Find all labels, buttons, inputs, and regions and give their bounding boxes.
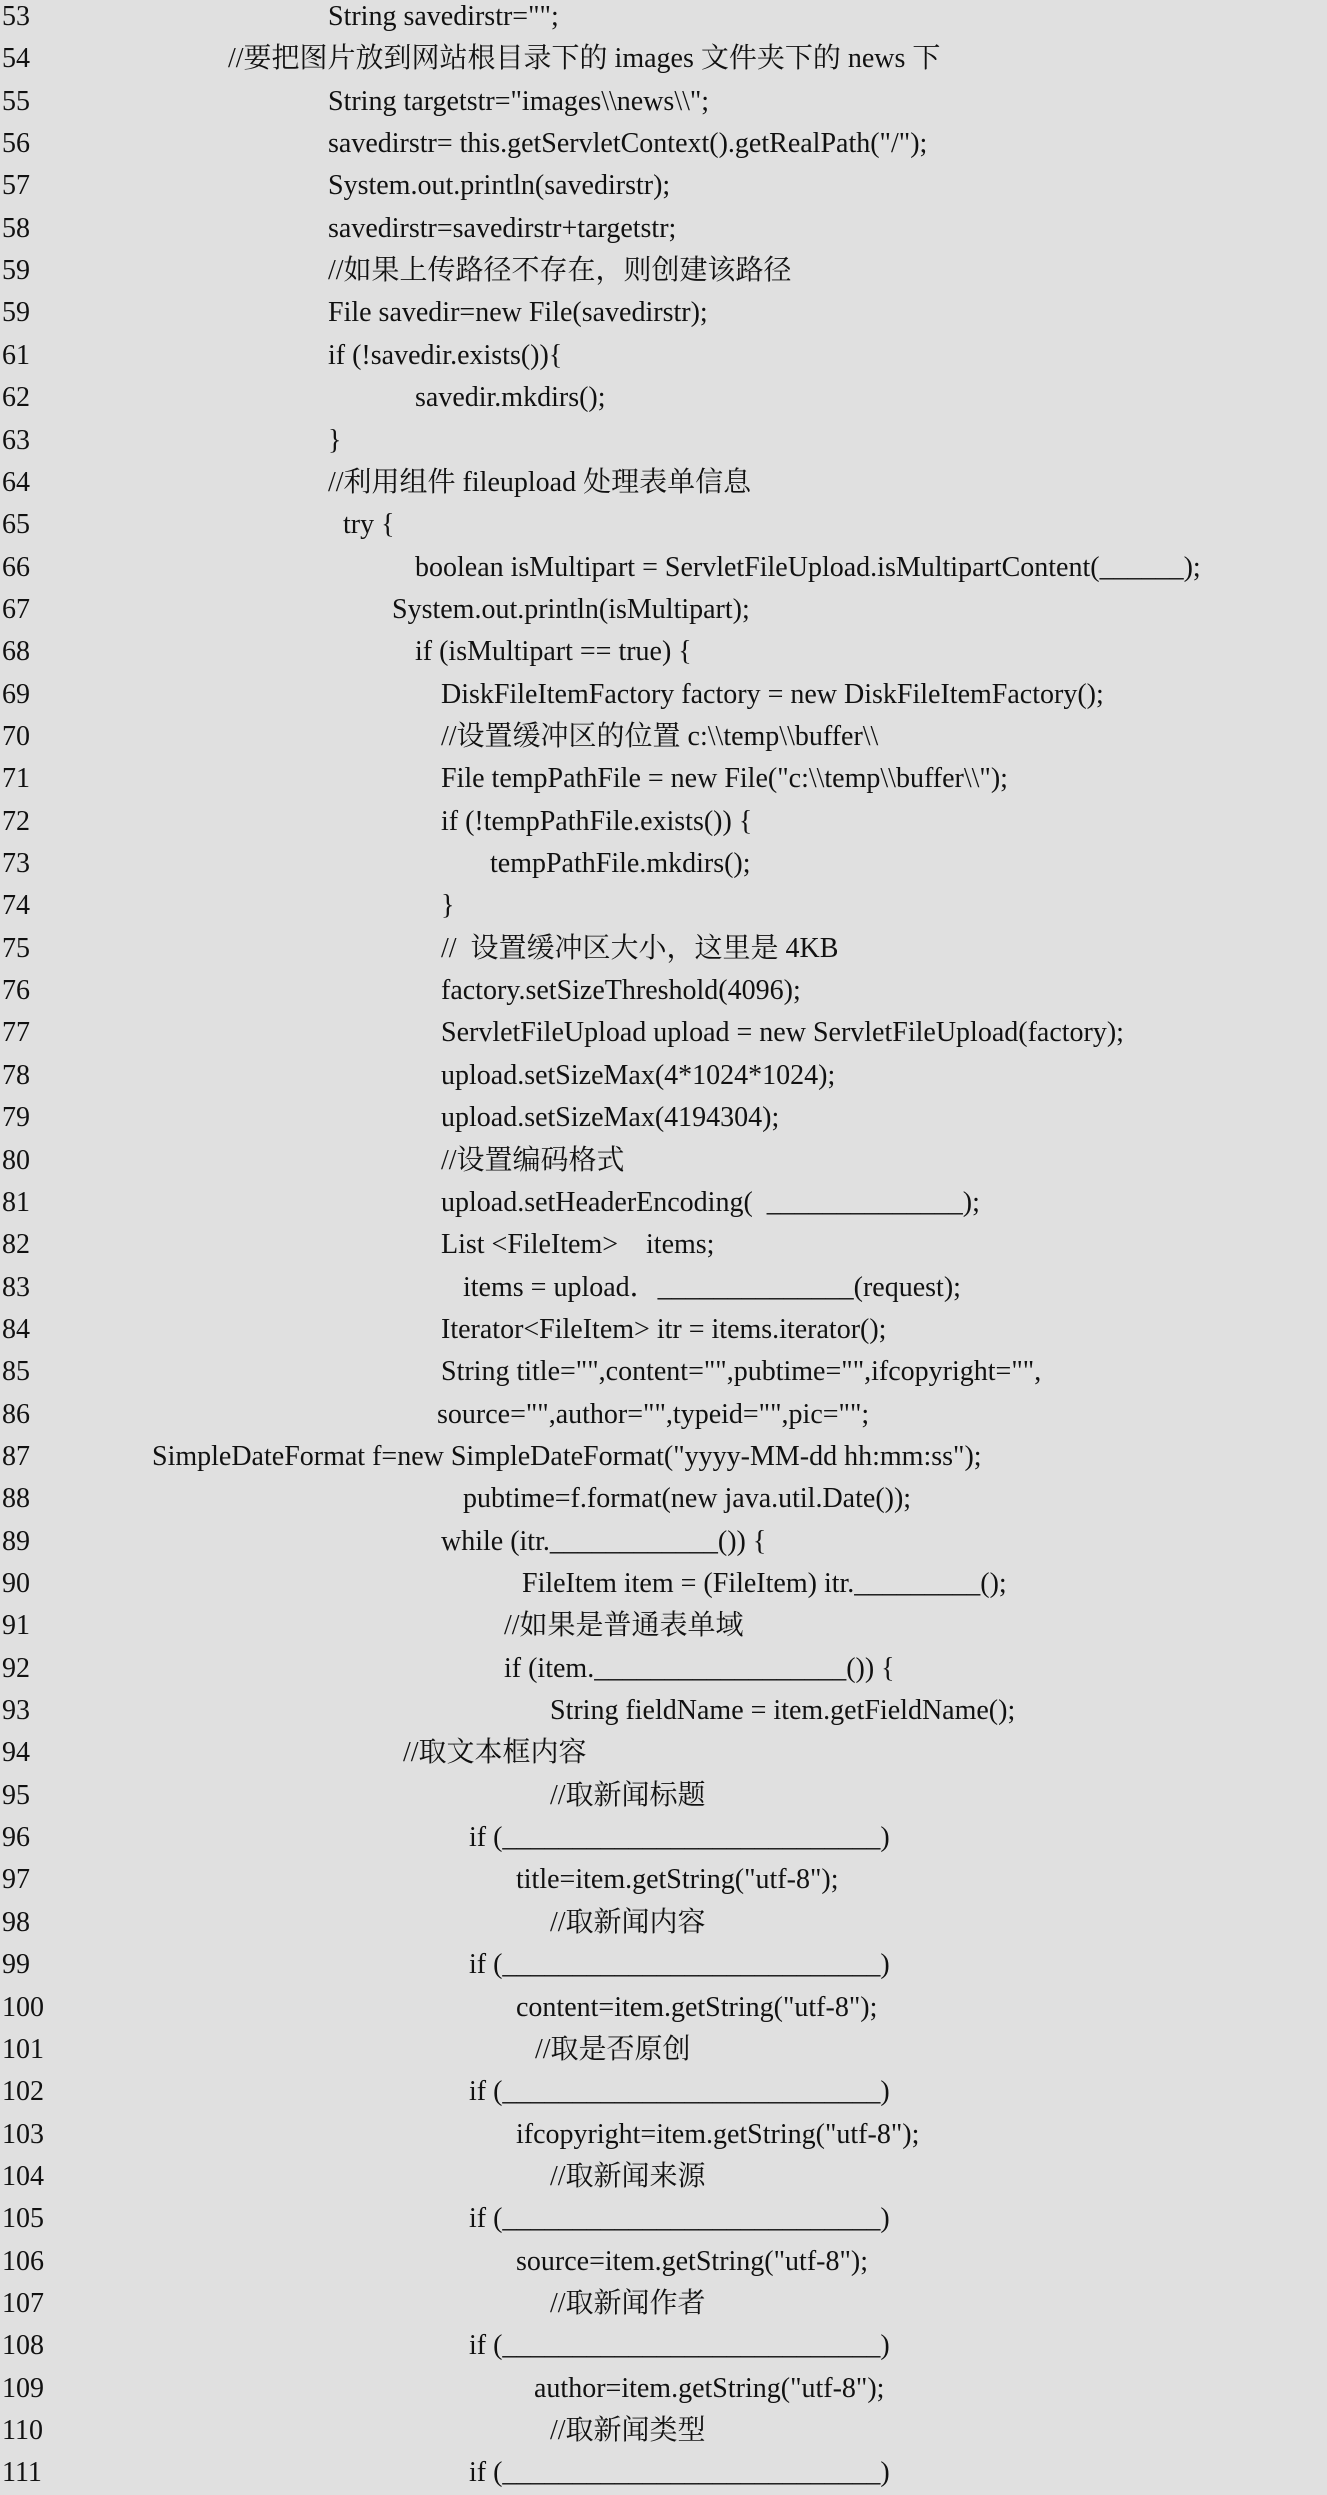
line-number: 109 (2, 2372, 44, 2404)
code-text: author=item.getString("utf-8"); (534, 2372, 885, 2404)
line-number: 86 (2, 1398, 30, 1430)
code-text: if (___________________________) (469, 2457, 890, 2489)
line-number: 110 (2, 2415, 43, 2446)
code-text: if (!savedir.exists()){ (328, 339, 563, 371)
code-line (0, 0, 1327, 38)
code-text: if (item.__________________()) { (504, 1652, 895, 1684)
code-line (0, 1902, 1327, 1944)
code-line (0, 1351, 1327, 1393)
line-number: 67 (2, 593, 30, 625)
code-line (0, 631, 1327, 673)
line-number: 85 (2, 1356, 30, 1388)
code-line (0, 208, 1327, 250)
code-line (0, 165, 1327, 207)
code-line (0, 2156, 1327, 2198)
line-number: 75 (2, 932, 30, 964)
line-number: 104 (2, 2160, 44, 2192)
line-number: 111 (2, 2457, 42, 2489)
line-number: 68 (2, 636, 30, 668)
code-text: if (___________________________) (469, 1822, 890, 1853)
code-text: upload.setSizeMax(4194304); (441, 1102, 780, 1134)
code-line (0, 377, 1327, 419)
code-text: if (___________________________) (469, 2076, 890, 2108)
line-number: 70 (2, 721, 30, 752)
code-line (0, 801, 1327, 843)
code-line (0, 674, 1327, 716)
line-number: 103 (2, 2118, 44, 2150)
line-number: 90 (2, 1568, 30, 1599)
code-line (0, 2410, 1327, 2452)
code-text: File tempPathFile = new File("c:\\temp\\buffer\\"); (441, 763, 1008, 795)
line-number: 99 (2, 1949, 30, 1981)
line-number: 97 (2, 1864, 30, 1896)
line-number: 64 (2, 466, 30, 498)
code-line (0, 38, 1327, 80)
code-line (0, 716, 1327, 758)
code-text: //设置编码格式 (441, 1144, 625, 1176)
code-text: //设置缓冲区的位置 c:\\temp\\buffer\\ (441, 721, 879, 752)
line-number: 62 (2, 382, 30, 414)
code-line (0, 1309, 1327, 1351)
code-text: } (328, 424, 342, 456)
line-number: 66 (2, 551, 30, 583)
line-number: 63 (2, 424, 30, 456)
code-line (0, 420, 1327, 462)
code-text: } (441, 890, 455, 922)
code-line (0, 1140, 1327, 1182)
code-text: items = upload．______________(request); (463, 1271, 961, 1303)
line-number: 89 (2, 1525, 30, 1557)
code-text: //如果上传路径不存在，则创建该路径 (328, 255, 792, 287)
line-number: 57 (2, 170, 30, 202)
code-line (0, 1605, 1327, 1647)
code-line (0, 250, 1327, 292)
code-line (0, 1775, 1327, 1817)
code-text: //取新闻标题 (550, 1779, 706, 1811)
line-number: 87 (2, 1440, 30, 1472)
code-text: while (itr.____________()) { (441, 1525, 767, 1557)
code-text: factory.setSizeThreshold(4096); (441, 975, 801, 1007)
code-text: if (isMultipart == true) { (415, 636, 692, 668)
line-number: 79 (2, 1102, 30, 1134)
code-line (0, 1097, 1327, 1139)
code-text: if (___________________________) (469, 2330, 890, 2362)
code-line (0, 1012, 1327, 1054)
line-number: 102 (2, 2076, 44, 2108)
code-line (0, 1478, 1327, 1520)
line-number: 53 (2, 1, 30, 32)
line-number: 94 (2, 1737, 30, 1769)
code-text: //取新闻类型 (550, 2415, 706, 2446)
line-number: 96 (2, 1822, 30, 1853)
code-line (0, 1224, 1327, 1266)
code-text: // 设置缓冲区大小，这里是 4KB (441, 932, 839, 964)
code-line (0, 1563, 1327, 1605)
code-line (0, 1182, 1327, 1224)
code-line (0, 2029, 1327, 2071)
line-number: 74 (2, 890, 30, 922)
code-text: String title="",content="",pubtime="",ifcopyright="", (441, 1356, 1042, 1388)
code-text: ifcopyright=item.getString("utf-8"); (516, 2118, 920, 2150)
line-number: 101 (2, 2033, 44, 2065)
line-number: 83 (2, 1271, 30, 1303)
code-line (0, 1436, 1327, 1478)
code-text: savedirstr= this.getServletContext().getRealPath("/"); (328, 128, 928, 160)
code-text: //如果是普通表单域 (504, 1610, 744, 1642)
code-line (0, 504, 1327, 546)
line-number: 77 (2, 1017, 30, 1049)
line-number: 93 (2, 1695, 30, 1726)
line-number: 69 (2, 678, 30, 710)
line-number: 78 (2, 1059, 30, 1091)
line-number: 59 (2, 255, 30, 287)
code-text: System.out.println(isMultipart); (392, 593, 750, 625)
code-text: upload.setSizeMax(4*1024*1024); (441, 1059, 836, 1091)
line-number: 76 (2, 975, 30, 1007)
code-line (0, 123, 1327, 165)
line-number: 72 (2, 805, 30, 837)
code-text: String savedirstr=""; (328, 1, 559, 32)
line-number: 82 (2, 1229, 30, 1261)
line-number: 54 (2, 43, 30, 75)
code-line (0, 81, 1327, 123)
line-number: 56 (2, 128, 30, 160)
code-text: source="",author="",typeid="",pic=""; (437, 1398, 870, 1430)
code-text: //要把图片放到网站根目录下的 images 文件夹下的 news 下 (228, 43, 941, 75)
code-line (0, 885, 1327, 927)
code-text: //利用组件 fileupload 处理表单信息 (328, 466, 752, 498)
code-line (0, 292, 1327, 334)
code-line (0, 928, 1327, 970)
code-line (0, 1859, 1327, 1901)
code-line (0, 2325, 1327, 2367)
code-line (0, 547, 1327, 589)
code-line (0, 758, 1327, 800)
code-line (0, 970, 1327, 1012)
code-line (0, 1690, 1327, 1732)
line-number: 84 (2, 1313, 30, 1345)
code-text: title=item.getString("utf-8"); (516, 1864, 839, 1896)
code-text: List <FileItem> items; (441, 1229, 715, 1261)
line-number: 58 (2, 212, 30, 244)
line-number: 61 (2, 339, 30, 371)
code-text: savedirstr=savedirstr+targetstr; (328, 212, 677, 244)
code-text: pubtime=f.format(new java.util.Date()); (463, 1483, 912, 1515)
code-line (0, 2452, 1327, 2494)
code-text: if (___________________________) (469, 2203, 890, 2235)
code-text: SimpleDateFormat f=new SimpleDateFormat("yyyy-MM-dd hh:mm:ss"); (152, 1440, 982, 1472)
line-number: 95 (2, 1779, 30, 1811)
code-text: if (!tempPathFile.exists()) { (441, 805, 753, 837)
line-number: 107 (2, 2287, 44, 2319)
code-text: Iterator<FileItem> itr = items.iterator(); (441, 1313, 887, 1345)
code-line (0, 589, 1327, 631)
code-text: //取新闻内容 (550, 1906, 706, 1938)
code-text: DiskFileItemFactory factory = new DiskFileItemFactory(); (441, 678, 1104, 710)
line-number: 88 (2, 1483, 30, 1515)
code-text: //取新闻作者 (550, 2287, 706, 2319)
code-text: content=item.getString("utf-8"); (516, 1991, 878, 2023)
code-line (0, 1648, 1327, 1690)
code-text: source=item.getString("utf-8"); (516, 2245, 869, 2277)
line-number: 98 (2, 1906, 30, 1938)
line-number: 65 (2, 509, 30, 541)
code-line (0, 843, 1327, 885)
line-number: 71 (2, 763, 30, 795)
code-line (0, 2071, 1327, 2113)
line-number: 73 (2, 848, 30, 879)
code-text: File savedir=new File(savedirstr); (328, 297, 708, 329)
code-line (0, 2198, 1327, 2240)
code-line (0, 1732, 1327, 1774)
code-text: tempPathFile.mkdirs(); (490, 848, 751, 879)
code-text: try { (343, 509, 395, 541)
code-text: System.out.println(savedirstr); (328, 170, 671, 202)
line-number: 106 (2, 2245, 44, 2277)
line-number: 108 (2, 2330, 44, 2362)
code-line (0, 1521, 1327, 1563)
code-line (0, 2283, 1327, 2325)
code-text: String targetstr="images\\news\\"; (328, 85, 710, 117)
code-line (0, 1394, 1327, 1436)
line-number: 105 (2, 2203, 44, 2235)
line-number: 59 (2, 297, 30, 329)
line-number: 81 (2, 1186, 30, 1218)
code-text: savedir.mkdirs(); (415, 382, 606, 414)
line-number: 80 (2, 1144, 30, 1176)
code-text: //取文本框内容 (403, 1737, 587, 1769)
code-line (0, 1817, 1327, 1859)
code-line (0, 1987, 1327, 2029)
line-number: 55 (2, 85, 30, 117)
line-number: 92 (2, 1652, 30, 1684)
code-line (0, 1944, 1327, 1986)
code-line (0, 1267, 1327, 1309)
code-text: //取新闻来源 (550, 2160, 706, 2192)
code-text: if (___________________________) (469, 1949, 890, 1981)
code-line (0, 462, 1327, 504)
code-line (0, 2114, 1327, 2156)
code-text: ServletFileUpload upload = new ServletFileUpload(factory); (441, 1017, 1124, 1049)
line-number: 100 (2, 1991, 44, 2023)
code-text: String fieldName = item.getFieldName(); (550, 1695, 1016, 1726)
code-line (0, 2368, 1327, 2410)
code-text: boolean isMultipart = ServletFileUpload.isMultipartContent(______); (415, 551, 1201, 583)
code-text: //取是否原创 (535, 2033, 691, 2065)
code-text: upload.setHeaderEncoding( ______________); (441, 1186, 980, 1218)
code-line (0, 1055, 1327, 1097)
code-text: FileItem item = (FileItem) itr._________(); (522, 1568, 1007, 1599)
code-line (0, 2241, 1327, 2283)
line-number: 91 (2, 1610, 30, 1642)
code-line (0, 335, 1327, 377)
